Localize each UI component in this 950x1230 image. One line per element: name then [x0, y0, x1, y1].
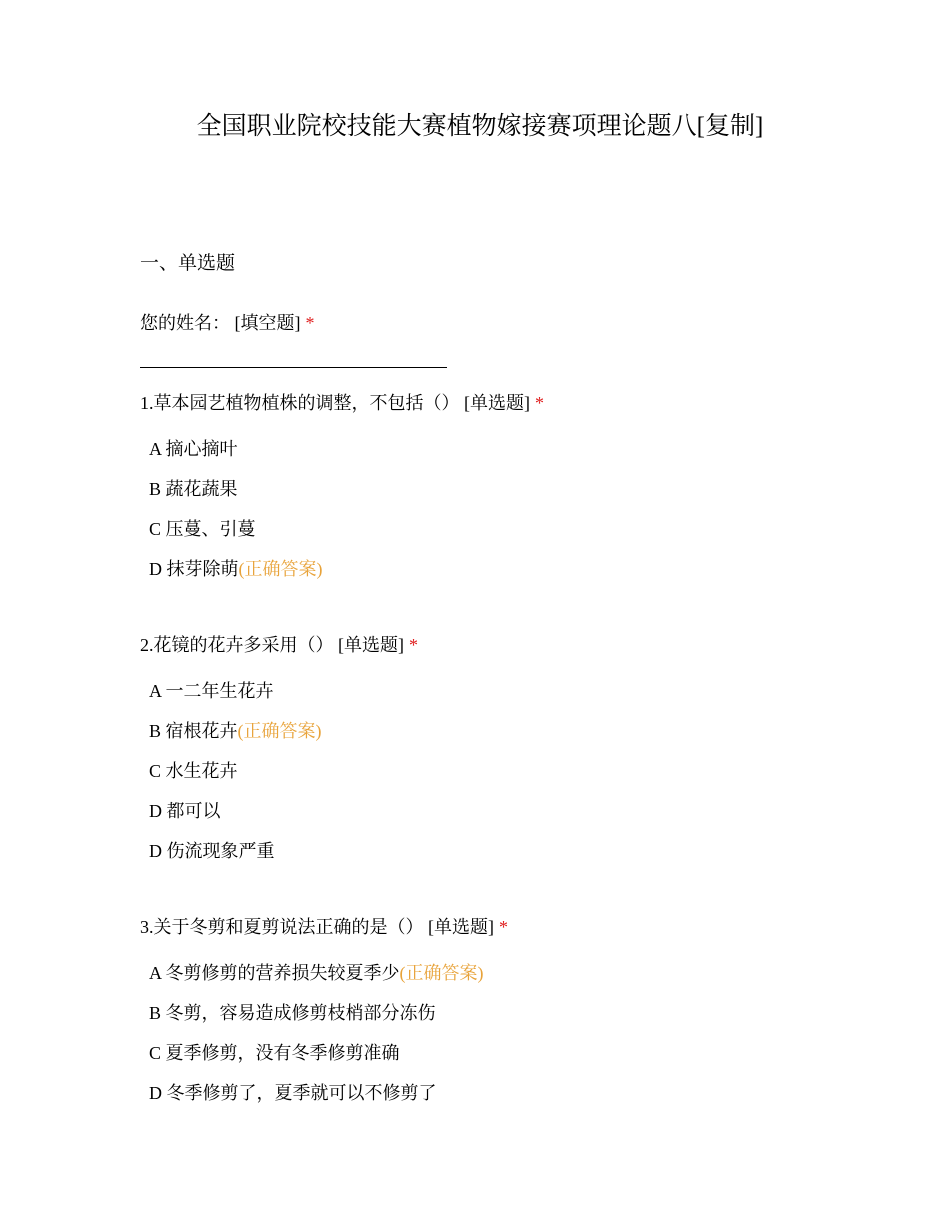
option-q2-d[interactable]: [149, 798, 221, 824]
option-q2-c[interactable]: [149, 758, 238, 784]
document-title: 全国职业院校技能大赛植物嫁接赛项理论题八[复制]: [196, 113, 764, 140]
option-q3-d[interactable]: [149, 1080, 437, 1106]
name-question: [140, 310, 315, 336]
required-mark: *: [409, 635, 418, 655]
option-q1-a[interactable]: [149, 436, 238, 462]
option-text: 伤流现象严重: [166, 841, 275, 861]
option-text: 一二年生花卉: [165, 681, 274, 701]
question-type: [单选题]: [428, 917, 494, 937]
option-text: 冬剪，容易造成修剪枝梢部分冻伤: [165, 1003, 436, 1023]
option-text: 抹芽除萌: [166, 559, 239, 579]
question-type: [单选题]: [464, 393, 530, 413]
option-letter: C: [149, 761, 162, 781]
question-type: [填空题]: [234, 313, 301, 333]
option-letter: A: [149, 963, 162, 983]
option-q2-a[interactable]: [149, 678, 274, 704]
question-3: [140, 914, 508, 940]
option-letter: D: [149, 559, 162, 579]
required-mark: *: [499, 917, 508, 937]
question-2: [140, 632, 418, 658]
option-text: 都可以: [166, 801, 221, 821]
option-text: 摘心摘叶: [165, 439, 238, 459]
option-text: 冬季修剪了，夏季就可以不修剪了: [166, 1083, 437, 1103]
option-q2-b[interactable]: [149, 718, 322, 744]
section-heading: 一、单选题: [140, 253, 236, 274]
option-text: 夏季修剪，没有冬季修剪准确: [165, 1043, 400, 1063]
question-text: 2.花镜的花卉多采用（）: [140, 635, 334, 655]
option-q1-d[interactable]: [149, 556, 323, 582]
required-mark: *: [305, 313, 315, 333]
name-answer-line[interactable]: [140, 367, 447, 368]
question-text: 1.草本园艺植物植株的调整，不包括（）: [140, 393, 460, 413]
question-1: [140, 390, 544, 416]
option-letter: A: [149, 439, 162, 459]
correct-answer-badge: (正确答案): [399, 963, 484, 983]
option-letter: B: [149, 479, 162, 499]
option-text: 水生花卉: [165, 761, 238, 781]
option-q3-a[interactable]: [149, 960, 484, 986]
question-label: 您的姓名：: [140, 313, 230, 333]
option-letter: B: [149, 1003, 162, 1023]
question-type: [单选题]: [338, 635, 404, 655]
question-text: 3.关于冬剪和夏剪说法正确的是（）: [140, 917, 424, 937]
option-letter: D: [149, 1083, 162, 1103]
option-text: 冬剪修剪的营养损失较夏季少: [165, 963, 400, 983]
option-q1-b[interactable]: [149, 476, 238, 502]
option-letter: C: [149, 519, 162, 539]
option-letter: C: [149, 1043, 162, 1063]
option-letter: B: [149, 721, 162, 741]
option-letter: D: [149, 841, 162, 861]
option-letter: A: [149, 681, 162, 701]
option-q3-c[interactable]: [149, 1040, 400, 1066]
option-letter: D: [149, 801, 162, 821]
option-q2-d2[interactable]: [149, 838, 275, 864]
option-text: 压蔓、引蔓: [165, 519, 256, 539]
option-text: 宿根花卉: [165, 721, 238, 741]
required-mark: *: [535, 393, 544, 413]
option-q1-c[interactable]: [149, 516, 256, 542]
correct-answer-badge: (正确答案): [238, 559, 323, 579]
correct-answer-badge: (正确答案): [237, 721, 322, 741]
option-text: 蔬花蔬果: [165, 479, 238, 499]
option-q3-b[interactable]: [149, 1000, 436, 1026]
